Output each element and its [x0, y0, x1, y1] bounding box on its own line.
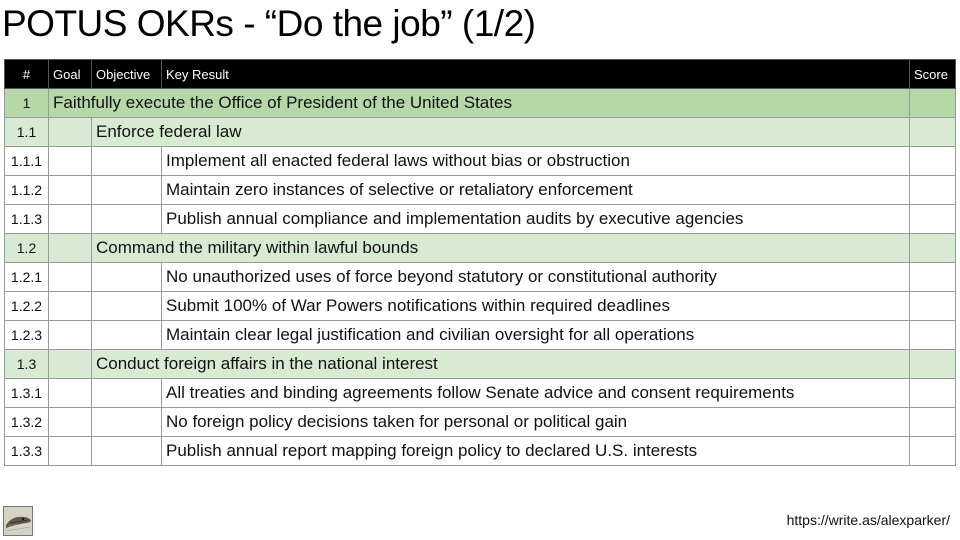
- header-score: Score: [910, 60, 956, 89]
- key-result-text: Maintain clear legal justification and civilian oversight for all operations: [162, 321, 910, 350]
- empty-goal-cell: [49, 263, 92, 292]
- empty-goal-cell: [49, 176, 92, 205]
- header-key-result: Key Result: [162, 60, 910, 89]
- table-row-kr: [5, 321, 956, 350]
- key-result-text: Publish annual compliance and implementation audits by executive agencies: [162, 205, 910, 234]
- table-header-row: [5, 60, 956, 89]
- table-row-kr: [5, 408, 956, 437]
- footer-url[interactable]: https://write.as/alexparker/: [786, 512, 950, 528]
- score-cell[interactable]: [910, 205, 956, 234]
- empty-objective-cell: [92, 205, 162, 234]
- empty-goal-cell: [49, 234, 92, 263]
- objective-text: Enforce federal law: [92, 118, 910, 147]
- key-result-text: Maintain zero instances of selective or retaliatory enforcement: [162, 176, 910, 205]
- row-number: 1.1.1: [5, 147, 49, 176]
- page-title: POTUS OKRs - “Do the job” (1/2): [2, 3, 536, 44]
- reptile-head-icon: [3, 506, 33, 536]
- score-cell[interactable]: [910, 147, 956, 176]
- row-number: 1.3.1: [5, 379, 49, 408]
- key-result-text: No foreign policy decisions taken for personal or political gain: [162, 408, 910, 437]
- empty-objective-cell: [92, 437, 162, 466]
- score-cell[interactable]: [910, 321, 956, 350]
- empty-goal-cell: [49, 321, 92, 350]
- table-row-objective: [5, 234, 956, 263]
- objective-text: Conduct foreign affairs in the national interest: [92, 350, 910, 379]
- empty-objective-cell: [92, 321, 162, 350]
- score-cell[interactable]: [910, 292, 956, 321]
- header-goal: Goal: [49, 60, 92, 89]
- table-row-kr: [5, 379, 956, 408]
- empty-goal-cell: [49, 292, 92, 321]
- table-row-kr: [5, 147, 956, 176]
- header-objective: Objective: [92, 60, 162, 89]
- score-cell[interactable]: [910, 176, 956, 205]
- row-number: 1.2.2: [5, 292, 49, 321]
- row-number: 1.1: [5, 118, 49, 147]
- row-number: 1.2: [5, 234, 49, 263]
- table-row-kr: [5, 176, 956, 205]
- header-num: #: [5, 60, 49, 89]
- row-number: 1.1.3: [5, 205, 49, 234]
- score-cell[interactable]: [910, 118, 956, 147]
- empty-objective-cell: [92, 408, 162, 437]
- table-row-kr: [5, 263, 956, 292]
- row-number: 1: [5, 89, 49, 118]
- empty-objective-cell: [92, 147, 162, 176]
- row-number: 1.3.3: [5, 437, 49, 466]
- objective-text: Command the military within lawful bounds: [92, 234, 910, 263]
- score-cell[interactable]: [910, 379, 956, 408]
- empty-objective-cell: [92, 379, 162, 408]
- row-number: 1.3.2: [5, 408, 49, 437]
- score-cell[interactable]: [910, 408, 956, 437]
- empty-objective-cell: [92, 176, 162, 205]
- table-row-objective: [5, 118, 956, 147]
- table-row-kr: [5, 205, 956, 234]
- empty-goal-cell: [49, 147, 92, 176]
- empty-goal-cell: [49, 379, 92, 408]
- goal-text: Faithfully execute the Office of President of the United States: [49, 89, 910, 118]
- score-cell[interactable]: [910, 234, 956, 263]
- okr-table: [4, 59, 956, 466]
- key-result-text: Implement all enacted federal laws without bias or obstruction: [162, 147, 910, 176]
- row-number: 1.3: [5, 350, 49, 379]
- empty-goal-cell: [49, 350, 92, 379]
- empty-objective-cell: [92, 292, 162, 321]
- table-row-kr: [5, 437, 956, 466]
- table-row-goal: [5, 89, 956, 118]
- empty-goal-cell: [49, 408, 92, 437]
- row-number: 1.1.2: [5, 176, 49, 205]
- score-cell[interactable]: [910, 263, 956, 292]
- key-result-text: All treaties and binding agreements follow Senate advice and consent requirements: [162, 379, 910, 408]
- table-body: [5, 89, 956, 466]
- key-result-text: No unauthorized uses of force beyond statutory or constitutional authority: [162, 263, 910, 292]
- table-row-objective: [5, 350, 956, 379]
- key-result-text: Publish annual report mapping foreign policy to declared U.S. interests: [162, 437, 910, 466]
- key-result-text: Submit 100% of War Powers notifications within required deadlines: [162, 292, 910, 321]
- score-cell[interactable]: [910, 437, 956, 466]
- row-number: 1.2.3: [5, 321, 49, 350]
- row-number: 1.2.1: [5, 263, 49, 292]
- table-row-kr: [5, 292, 956, 321]
- empty-goal-cell: [49, 205, 92, 234]
- score-cell[interactable]: [910, 350, 956, 379]
- score-cell[interactable]: [910, 89, 956, 118]
- empty-goal-cell: [49, 437, 92, 466]
- empty-goal-cell: [49, 118, 92, 147]
- empty-objective-cell: [92, 263, 162, 292]
